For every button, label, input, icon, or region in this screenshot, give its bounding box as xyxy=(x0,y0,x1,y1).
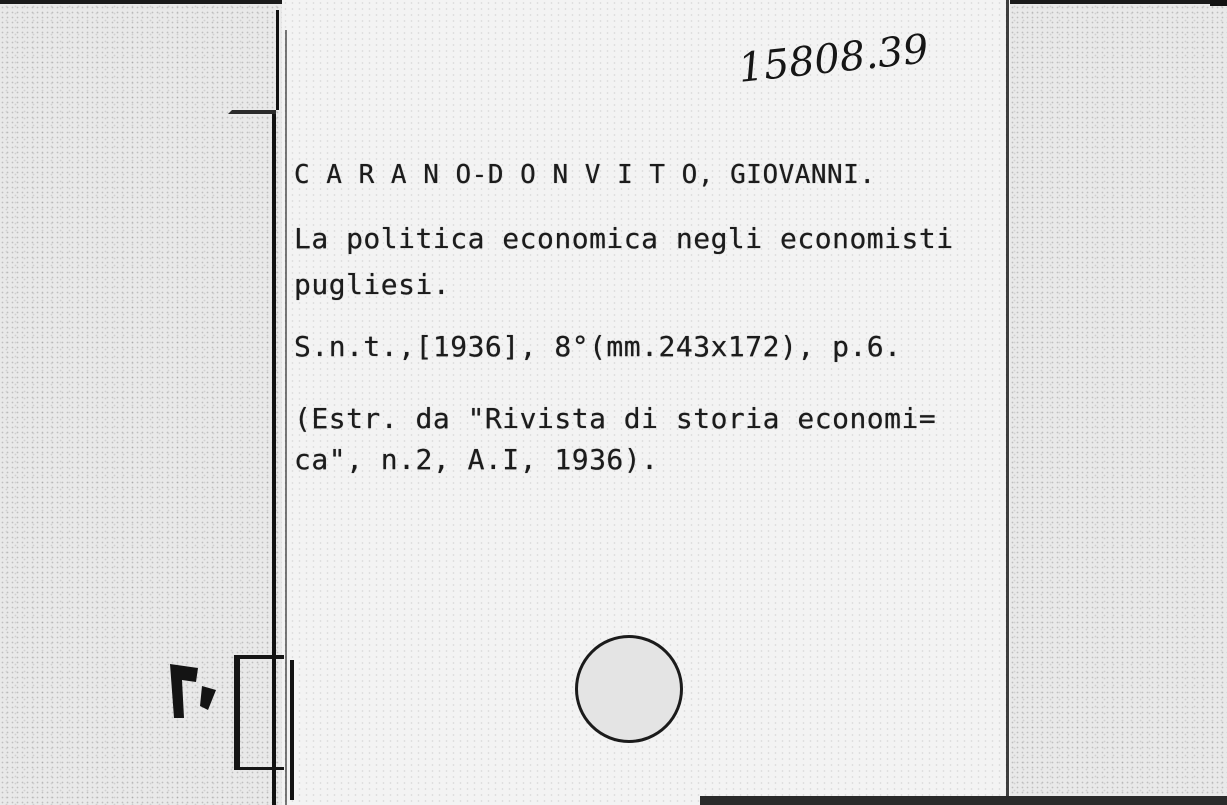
binding-bracket xyxy=(228,18,276,114)
binding-strip xyxy=(234,655,284,770)
punch-hole xyxy=(575,635,683,743)
call-number: 15808.39 xyxy=(736,26,931,92)
note-line-1: (Estr. da "Rivista di storia economi= xyxy=(294,402,937,435)
scan-edge-bottom xyxy=(700,796,1227,805)
imprint-line: S.n.t.,[1936], 8°(mm.243x172), p.6. xyxy=(294,330,902,363)
scan-edge-corner xyxy=(1210,0,1227,6)
card-left-rule-top xyxy=(276,10,279,110)
title-line-2: pugliesi. xyxy=(294,268,451,301)
binding-strip-rule xyxy=(290,660,294,800)
card-right-rule xyxy=(1006,0,1009,805)
title-line-1: La politica economica negli economisti xyxy=(294,222,954,255)
card-left-rule-inner xyxy=(285,30,287,805)
author-heading: C A R A N O-D O N V I T O, GIOVANNI. xyxy=(294,160,876,190)
note-line-2: ca", n.2, A.I, 1936). xyxy=(294,443,659,476)
clip-mark-icon xyxy=(168,660,218,722)
